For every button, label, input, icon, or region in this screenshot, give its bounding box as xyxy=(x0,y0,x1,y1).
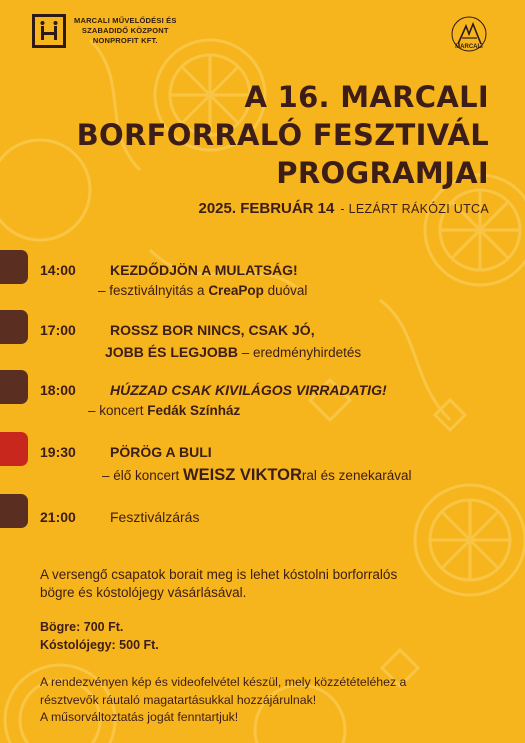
ticket-price: Kóstolójegy: 500 Ft. xyxy=(40,638,159,652)
page-title xyxy=(77,78,489,192)
program-title: KEZDŐDJÖN A MULATSÁG! xyxy=(110,262,298,278)
performer-name: WEISZ VIKTOR xyxy=(183,466,302,484)
notice-line-3: A műsorváltoztatás jogát fenntartjuk! xyxy=(40,710,239,724)
info-line-2: bögre és kóstolójegy vásárlásával. xyxy=(40,585,247,600)
time-tab-highlight xyxy=(0,432,28,466)
mug-price: Bögre: 700 Ft. xyxy=(40,620,124,634)
program-title: HÚZZAD CSAK KIVILÁGOS VIRRADATIG! xyxy=(110,382,387,398)
program-subtitle xyxy=(102,466,411,485)
event-date: 2025. FEBRUÁR 14 xyxy=(198,200,335,217)
tasting-info xyxy=(40,566,397,602)
subtitle-suffix: duóval xyxy=(263,283,308,298)
title-line-1: A 16. MARCALI xyxy=(244,80,489,114)
program-time: 17:00 xyxy=(40,322,76,338)
program-time: 19:30 xyxy=(40,444,76,460)
org-name-line-3: NONPROFIT KFT. xyxy=(92,36,158,45)
subtitle-suffix: ral és zenekarával xyxy=(301,468,412,483)
organization-name xyxy=(74,16,177,46)
subtitle-prefix: – fesztiválnyitás a xyxy=(98,283,209,298)
time-tab xyxy=(0,370,28,404)
program-title-line-2: JOBB ÉS LEGJOBB xyxy=(105,344,239,360)
program-title: Fesztiválzárás xyxy=(110,509,200,525)
info-line-1: A versengő csapatok borait meg is lehet kóstolni borforralós xyxy=(40,567,398,582)
org-name-line-1: MARCALI MŰVELŐDÉSI ÉS xyxy=(74,16,177,25)
time-tab xyxy=(0,250,28,284)
subtitle-prefix: – koncert xyxy=(88,403,148,418)
subtitle-prefix: – élő koncert xyxy=(102,468,184,483)
program-title: ROSSZ BOR NINCS, CSAK JÓ, xyxy=(110,322,315,338)
subtitle-suffix: – eredményhirdetés xyxy=(238,345,362,360)
performer-name: CreaPop xyxy=(208,283,264,298)
program-subtitle xyxy=(98,283,307,298)
title-line-3: PROGRAMJAI xyxy=(276,156,489,190)
performer-name: Fedák Színház xyxy=(147,403,241,418)
title-line-2: BORFORRALÓ FESZTIVÁL xyxy=(76,118,489,152)
org-name-line-2: SZABADIDŐ KÖZPONT xyxy=(81,26,169,35)
program-time: 21:00 xyxy=(40,509,76,525)
city-logo-text: MARCALI xyxy=(455,44,483,50)
notice-line-2: résztvevők ráutaló magatartásukkal hozzájárulnak! xyxy=(40,692,317,707)
notice-line-1: A rendezvényen kép és videofelvétel készül, mely közzétételéhez a xyxy=(40,675,407,689)
program-time: 14:00 xyxy=(40,262,76,278)
program-title: PÖRÖG A BULI xyxy=(110,444,212,460)
program-subtitle xyxy=(88,403,240,418)
time-tab xyxy=(0,310,28,344)
recording-notice xyxy=(40,674,406,727)
time-tab xyxy=(0,494,28,528)
mh-logo-icon xyxy=(32,14,66,48)
program-subtitle xyxy=(105,344,361,360)
program-time: 18:00 xyxy=(40,382,76,398)
organization-header xyxy=(32,14,177,48)
date-location xyxy=(198,200,489,217)
event-location: - LEZÁRT RÁKÓZI UTCA xyxy=(340,202,489,216)
